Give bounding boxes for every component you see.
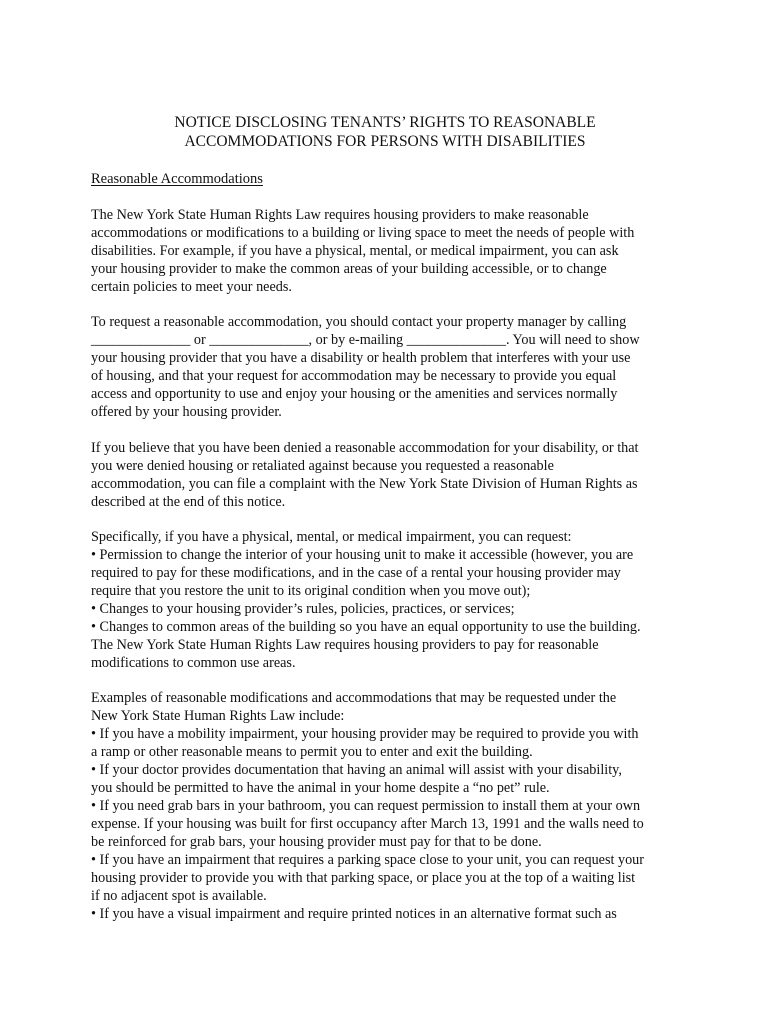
bullet-line: • If you have an impairment that requires a parking space close to your unit, you can request your [91,852,644,868]
body-line: certain policies to meet your needs. [91,279,292,295]
body-line: The New York State Human Rights Law requires housing providers to make reasonable [91,207,589,223]
body-line: accommodations or modifications to a building or living space to meet the needs of people with [91,225,635,241]
body-line: housing provider to provide you with that parking space, or place you at the top of a waiting list [91,870,636,886]
bullet-line: • Changes to common areas of the building so you have an equal opportunity to use the building. [91,619,641,635]
body-line: modifications to common use areas. [91,655,296,671]
bullet-line: • Changes to your housing provider’s rules, policies, practices, or services; [91,601,515,617]
body-line: be reinforced for grab bars, your housing provider must pay for that to be done. [91,834,542,850]
bullet-line: • If you need grab bars in your bathroom, you can request permission to install them at your own [91,798,641,814]
body-line: disabilities. For example, if you have a physical, mental, or medical impairment, you can ask [91,243,619,259]
body-line: a ramp or other reasonable means to permit you to enter and exit the building. [91,744,533,760]
body-line: If you believe that you have been denied a reasonable accommodation for your disability, or that [91,440,639,456]
bullet-line: • If your doctor provides documentation that having an animal will assist with your disability, [91,762,622,778]
bullet-line: • If you have a visual impairment and require printed notices in an alternative format such as [91,906,617,922]
body-line: expense. If your housing was built for first occupancy after March 13, 1991 and the walls need to [91,816,644,832]
body-line: required to pay for these modifications, and in the case of a rental your housing provider may [91,565,621,581]
body-line: Specifically, if you have a physical, mental, or medical impairment, you can request: [91,529,572,545]
body-line: The New York State Human Rights Law requires housing providers to pay for reasonable [91,637,599,653]
body-line: described at the end of this notice. [91,494,286,510]
body-line: offered by your housing provider. [91,404,282,420]
body-line: require that you restore the unit to its original condition when you move out); [91,583,531,599]
body-line: if no adjacent spot is available. [91,888,267,904]
bullet-line: • Permission to change the interior of your housing unit to make it accessible (however, you are [91,547,634,563]
body-line: access and opportunity to use and enjoy your housing or the amenities and services normally [91,386,618,402]
body-line: ______________ or ______________, or by e-mailing ______________. You will need to show [91,332,640,348]
body-line: accommodation, you can file a complaint with the New York State Division of Human Rights as [91,476,638,492]
bullet-line: • If you have a mobility impairment, your housing provider may be required to provide you with [91,726,639,742]
body-line: Examples of reasonable modifications and accommodations that may be requested under the [91,690,617,706]
body-line: you were denied housing or retaliated against because you requested a reasonable [91,458,554,474]
document-title-line-2: ACCOMMODATIONS FOR PERSONS WITH DISABILITIES [184,133,586,150]
body-line: your housing provider to make the common areas of your building accessible, or to change [91,261,607,277]
body-line: To request a reasonable accommodation, you should contact your property manager by calling [91,314,627,330]
document-title-line-1: NOTICE DISCLOSING TENANTS’ RIGHTS TO REASONABLE [174,114,596,131]
body-line: New York State Human Rights Law include: [91,708,345,724]
body-line: of housing, and that your request for accommodation may be necessary to provide you equal [91,368,617,384]
body-line: your housing provider that you have a disability or health problem that interferes with your use [91,350,631,366]
body-line: you should be permitted to have the animal in your home despite a “no pet” rule. [91,780,550,796]
section-heading: Reasonable Accommodations [91,171,263,187]
